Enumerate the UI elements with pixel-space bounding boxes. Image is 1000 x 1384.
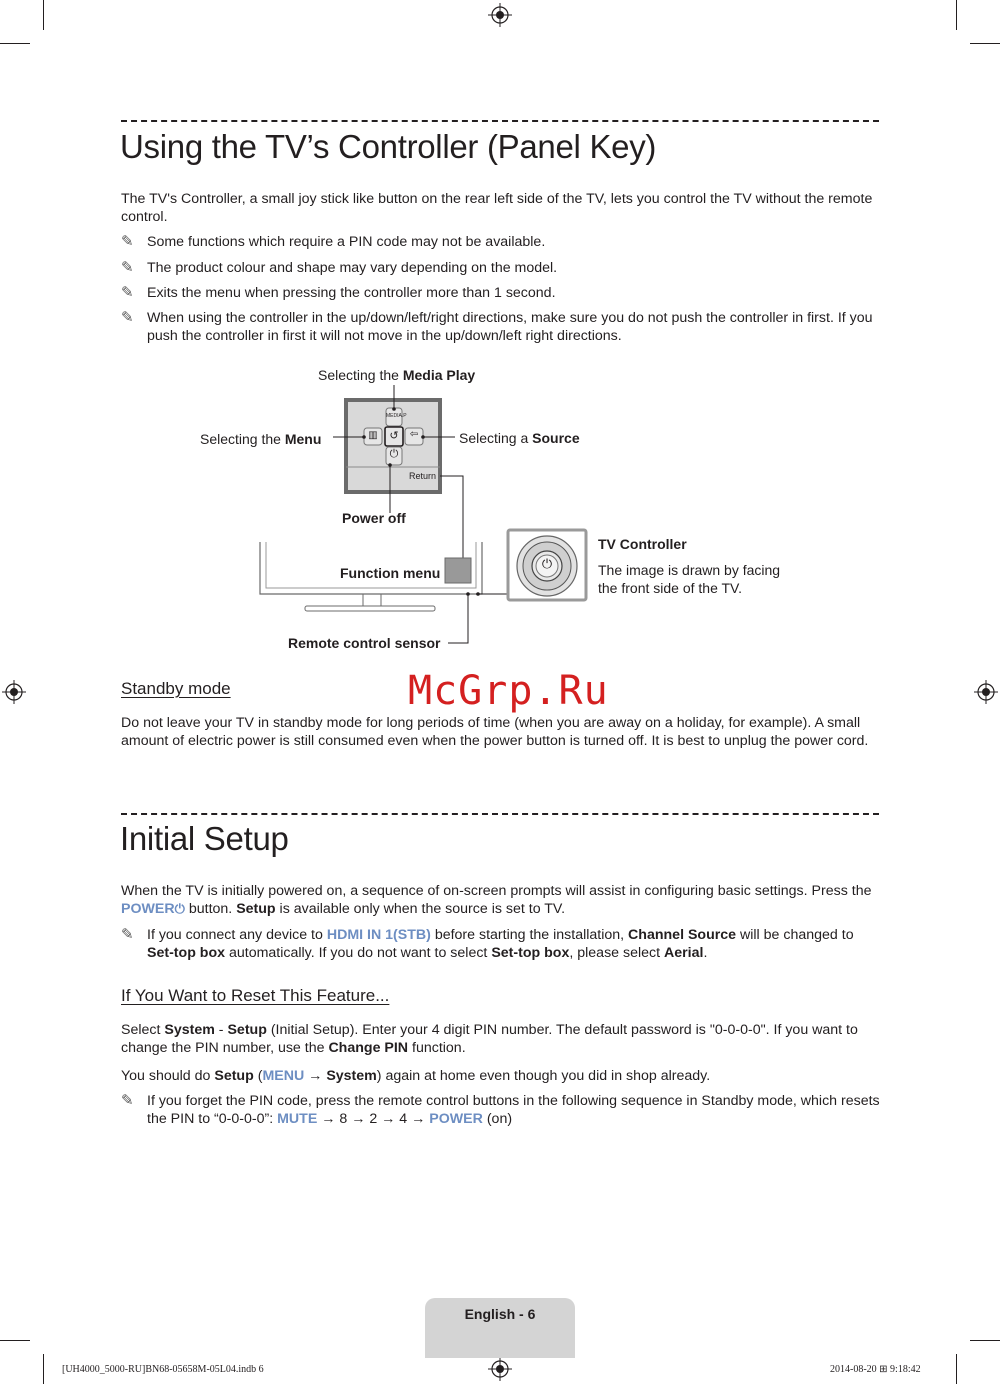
tv-controller-description: The image is drawn by facing the front side of the TV. bbox=[598, 562, 781, 596]
registration-mark-icon bbox=[488, 1357, 512, 1381]
tv-controller-title: TV Controller bbox=[598, 536, 687, 552]
page-number-tab bbox=[425, 1298, 575, 1358]
label-menu: Selecting the Menu bbox=[200, 431, 322, 447]
power-icon: ⏻ bbox=[174, 901, 185, 916]
watermark: McGrp.Ru bbox=[408, 668, 609, 714]
section-title: Initial Setup bbox=[120, 820, 289, 857]
intro-paragraph: The TV's Controller, a small joy stick like button on the rear left side of the TV, lets you control the TV without the remote control. bbox=[121, 191, 873, 225]
pencil-note-icon: ✎ bbox=[121, 233, 134, 250]
label-power-off: Power off bbox=[342, 510, 406, 526]
label-media-play: Selecting the Media Play bbox=[318, 367, 476, 383]
standby-paragraph: Do not leave your TV in standby mode for long periods of time (when you are away on a holiday, for example). A small amount of electric power is still consumed even when the power button is turned off. It is best to unplug the power cord. bbox=[121, 715, 869, 749]
controller-power-icon: ⏻ bbox=[541, 556, 553, 571]
reset-paragraph-2: You should do Setup (MENU → System) again at home even though you did in shop already. bbox=[121, 1068, 711, 1084]
label-source: Selecting a Source bbox=[459, 430, 580, 446]
panel-return-label: Return bbox=[409, 471, 437, 481]
return-icon: ↺ bbox=[389, 430, 399, 442]
section-divider bbox=[121, 813, 879, 815]
note-item: ✎ If you connect any device to HDMI IN 1(STB) before starting the installation, Channel Source will be changed to Set-top box automatically. If you do not want to select Set-top box, please select Aerial. bbox=[121, 926, 854, 961]
source-icon: ⇦ bbox=[409, 429, 419, 440]
crop-mark bbox=[970, 1340, 1000, 1341]
note-item: ✎ Exits the menu when pressing the controller more than 1 second. bbox=[121, 284, 556, 301]
pencil-note-icon: ✎ bbox=[121, 309, 134, 326]
reset-heading: If You Want to Reset This Feature... bbox=[121, 986, 390, 1005]
menu-icon: ▥ bbox=[368, 430, 378, 441]
pencil-note-icon: ✎ bbox=[121, 284, 134, 301]
note-item: ✎ Some functions which require a PIN code may not be available. bbox=[121, 233, 546, 250]
crop-mark bbox=[0, 1340, 30, 1341]
page-number-label: English - 6 bbox=[464, 1306, 536, 1322]
crop-mark bbox=[956, 1354, 957, 1384]
note-item: ✎ If you forget the PIN code, press the remote control buttons in the following sequence in Standby mode, which resets the PIN to “0-0-0-0”: MUTE → 8 → 2 → 4 → POWER (on) bbox=[121, 1092, 880, 1127]
crop-mark bbox=[43, 1354, 44, 1384]
note-item: ✎ The product colour and shape may vary depending on the model. bbox=[121, 259, 558, 276]
pencil-note-icon: ✎ bbox=[121, 926, 134, 943]
file-info: [UH4000_5000-RU]BN68-05658M-05L04.indb 6 bbox=[62, 1364, 264, 1375]
section-title: Using the TV’s Controller (Panel Key) bbox=[120, 128, 657, 165]
note-item: ✎ When using the controller in the up/down/left/right directions, make sure you do not push the controller in first. If you push the controller in first it will not move in the up/down/left right directions. bbox=[121, 309, 873, 344]
print-timestamp: 2014-08-20 ⊞ 9:18:42 bbox=[830, 1364, 921, 1375]
label-remote-sensor: Remote control sensor bbox=[288, 635, 441, 651]
standby-heading: Standby mode bbox=[121, 679, 231, 698]
initial-setup-paragraph: When the TV is initially powered on, a sequence of on-screen prompts will assist in configuring basic settings. Press the POWER⏻ button. Setup is available only when the source is set to TV. bbox=[121, 883, 872, 917]
pencil-note-icon: ✎ bbox=[121, 259, 134, 276]
label-function-menu: Function menu bbox=[340, 565, 441, 581]
power-icon: ⏻ bbox=[389, 448, 399, 460]
media-play-label: MEDIA.P bbox=[386, 413, 407, 419]
pencil-note-icon: ✎ bbox=[121, 1092, 134, 1109]
reset-paragraph-1: Select System - Setup (Initial Setup). Enter your 4 digit PIN number. The default password is "0-0-0-0". If you want to change the PIN number, use the Change PIN function. bbox=[121, 1022, 858, 1056]
